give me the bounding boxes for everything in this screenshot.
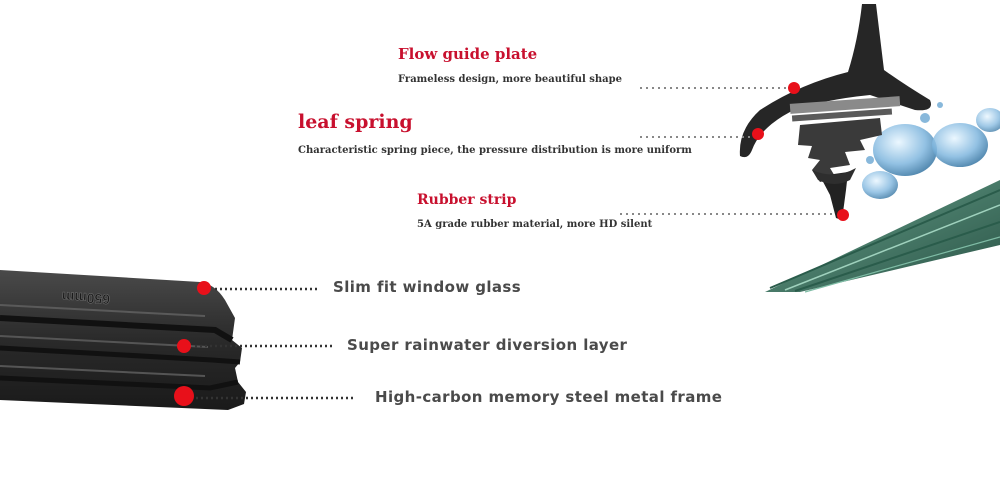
- marker-flow-guide-plate: [788, 82, 800, 94]
- wiper-cross-section: [740, 4, 931, 220]
- marker-leaf-spring: [752, 128, 764, 140]
- callout-title-leaf-spring: leaf spring: [298, 111, 413, 133]
- feature-rainwater-diversion-layer: Super rainwater diversion layer: [347, 336, 628, 354]
- callout-desc-flow-guide-plate: Frameless design, more beautiful shape: [398, 74, 622, 85]
- callout-desc-leaf-spring: Characteristic spring piece, the pressure distribution is more uniform: [298, 145, 692, 156]
- marker-slim-fit: [197, 281, 211, 295]
- marker-steel-frame: [174, 386, 194, 406]
- feature-slim-fit-window-glass: Slim fit window glass: [333, 278, 522, 296]
- callout-title-rubber-strip: Rubber strip: [417, 192, 517, 208]
- water-splash-illustration: [862, 102, 1000, 199]
- callout-title-flow-guide-plate: Flow guide plate: [398, 45, 538, 63]
- feature-steel-metal-frame: High-carbon memory steel metal frame: [375, 388, 723, 406]
- marker-rainwater-layer: [177, 339, 191, 353]
- marker-rubber-strip: [837, 209, 849, 221]
- callout-desc-rubber-strip: 5A grade rubber material, more HD silent: [417, 219, 653, 230]
- strip-imprint: 650mm: [61, 289, 111, 308]
